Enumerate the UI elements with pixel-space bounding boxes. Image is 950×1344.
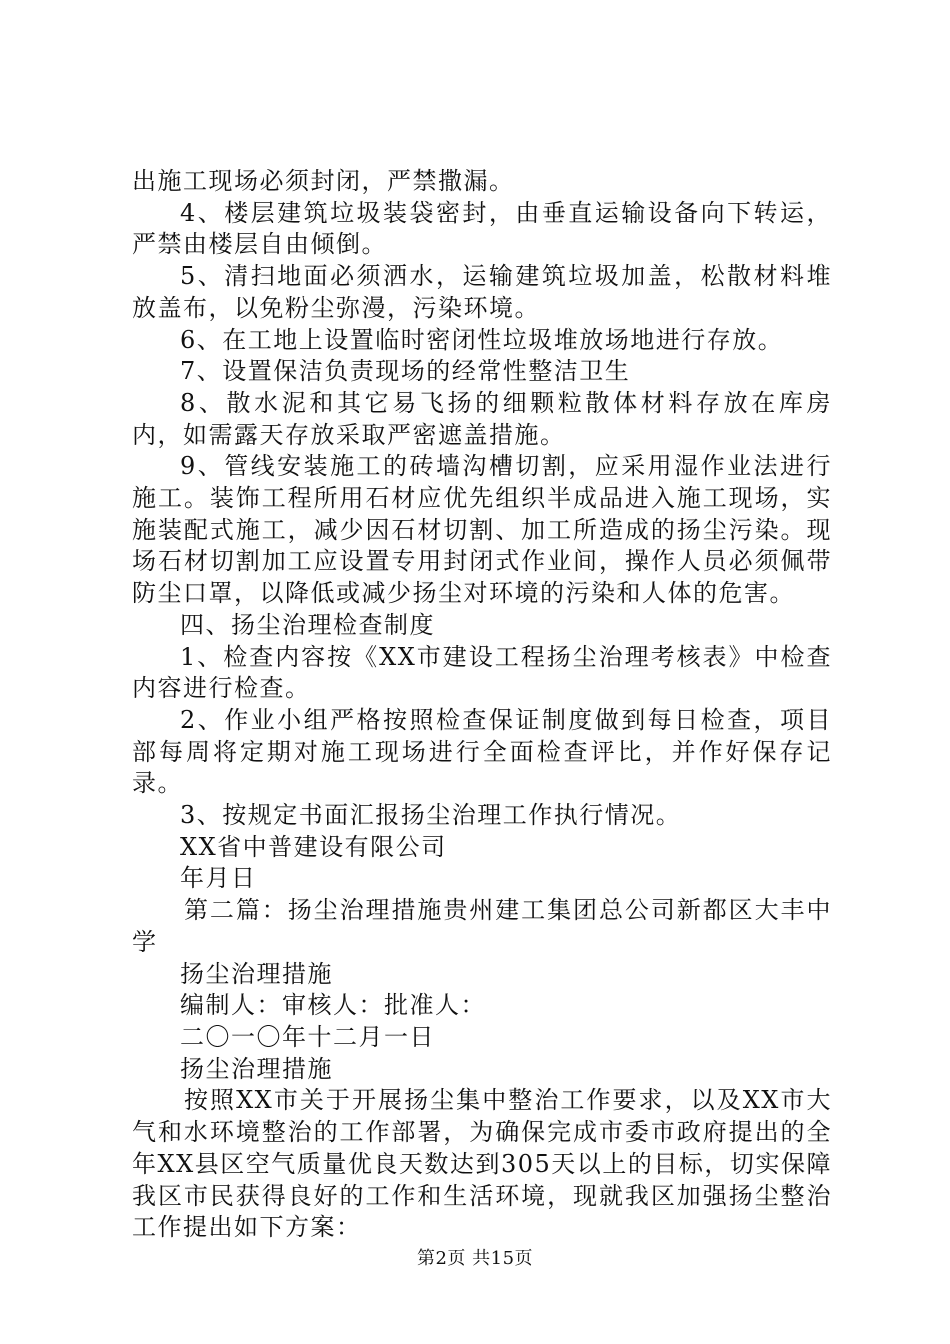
paragraph-item-8: 8、散水泥和其它易飞扬的细颗粒散体材料存放在库房内，如需露天存放采取严密遮盖措施。 — [132, 388, 832, 449]
doc-title: 扬尘治理措施 — [180, 959, 333, 988]
issue-date: 二〇一〇年十二月一日 — [180, 1022, 435, 1051]
signatories-line: 编制人：审核人：批准人： — [180, 991, 486, 1020]
date-line: 年月日 — [180, 864, 257, 893]
paragraph-intro: 按照XX市关于开展扬尘集中整治工作要求，以及XX市大气和水环境整治的工作部署，为确保完成市委市政府提出的全年XX县区空气质量优良天数达到305天以上的目标，切实保障我区市民获得良好的工作和生活环境，现就我区加强扬尘整治工作提出如下方案： — [132, 1086, 832, 1242]
paragraph-item-9: 9、管线安装施工的砖墙沟槽切割，应采用湿作业法进行施工。装饰工程所用石材应优先组织半成品进入施工现场，实施装配式施工，减少因石材切割、加工所造成的扬尘污染。现场石材切割加工应设置专用封闭式作业间，操作人员必须佩带防尘口罩，以降低或减少扬尘对环境的污染和人体的危害。 — [132, 452, 832, 608]
paragraph-item-6: 6、在工地上设置临时密闭性垃圾堆放场地进行存放。 — [180, 325, 784, 354]
company-name: XX省中普建设有限公司 — [180, 832, 447, 861]
paragraph-item-4: 4、楼层建筑垃圾装袋密封，由垂直运输设备向下转运，严禁由楼层自由倾倒。 — [132, 198, 832, 259]
doc-subtitle: 扬尘治理措施 — [180, 1054, 333, 1083]
paragraph-inspection-3: 3、按规定书面汇报扬尘治理工作执行情况。 — [180, 801, 682, 830]
chapter-heading: 第二篇：扬尘治理措施贵州建工集团总公司新都区大丰中学 — [132, 896, 832, 956]
section-heading-inspection: 四、扬尘治理检查制度 — [180, 610, 435, 639]
paragraph-item-5: 5、清扫地面必须洒水，运输建筑垃圾加盖，松散材料堆放盖布，以免粉尘弥漫，污染环境。 — [132, 262, 832, 322]
page-number-footer: 第2页 共15页 — [416, 1248, 534, 1269]
paragraph-inspection-2: 2、作业小组严格按照检查保证制度做到每日检查，项目部每周将定期对施工现场进行全面检查评比，并作好保存记录。 — [132, 705, 832, 798]
paragraph-continuation: 出施工现场必须封闭，严禁撒漏。 — [132, 167, 515, 195]
paragraph-item-7: 7、设置保洁负责现场的经常性整洁卫生 — [180, 357, 631, 386]
document-body — [132, 166, 832, 1244]
paragraph-inspection-1: 1、检查内容按《XX市建设工程扬尘治理考核表》中检查内容进行检查。 — [132, 642, 832, 703]
